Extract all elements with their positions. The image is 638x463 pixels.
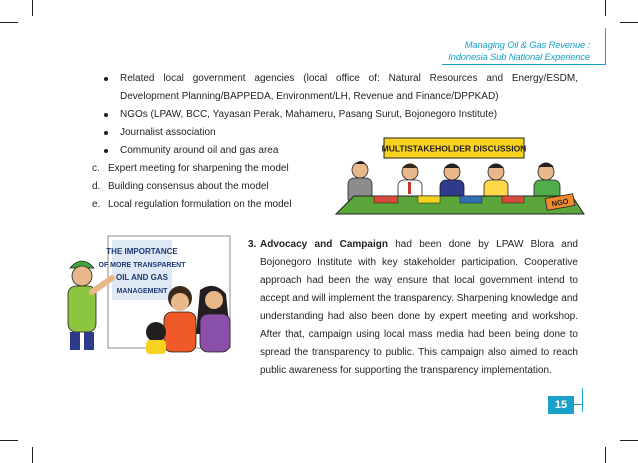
poster-line: MANAGEMENT [116, 288, 168, 295]
ngo-sign-label: NGO [550, 196, 570, 209]
list-text: Building consensus about the model [108, 181, 269, 192]
banner-label: MULTISTAKEHOLDER DISCUSSION [381, 143, 527, 154]
name-plate [460, 196, 482, 203]
transparency-poster-illustration [62, 228, 240, 354]
poster-line: OIL AND GAS [115, 273, 169, 282]
process-steps [92, 160, 332, 214]
poster-line: OF MORE TRANSPARENT [98, 262, 186, 269]
header-vertical-rule [605, 28, 606, 65]
page-number: 15 [548, 396, 574, 414]
list-letter: e. [92, 199, 101, 210]
crop-mark [620, 22, 638, 23]
list-item: Community around oil and gas area [100, 142, 578, 160]
list-item: Journalist association [100, 124, 578, 142]
crop-mark [605, 447, 606, 463]
header-line-1: Managing Oil & Gas Revenue : [464, 40, 590, 51]
name-plate [502, 196, 524, 203]
person [196, 286, 230, 352]
running-header [448, 40, 590, 64]
item-text: had been done by LPAW Blora and Bojonegoro Institute with key stakeholder participation. Cooperative approach had been the way ensure that local government intend to accept and will implement the transparency. Sharpening knowledge and understanding had also been done by expert meeting and workshop. After that, campaign using local mass media had been being done to spread the transparency to public. This campaign also aimed to reach public awareness for supporting the transparency implementation. [260, 239, 578, 376]
person [68, 261, 112, 350]
crop-mark [0, 440, 18, 441]
advocacy-section [248, 236, 578, 380]
item-number: 3. [248, 239, 257, 250]
crop-mark [0, 22, 18, 23]
crop-mark [32, 447, 33, 463]
list-item [92, 196, 332, 214]
list-item [92, 178, 332, 196]
list-item [92, 160, 332, 178]
list-item: NGOs (LPAW, BCC, Yayasan Perak, Mahameru, Pasang Surut, Bojonegoro Institute) [100, 106, 578, 124]
list-letter: c. [92, 163, 100, 174]
crop-mark [605, 0, 606, 16]
list-letter: d. [92, 181, 101, 192]
page-number-rule [574, 404, 582, 405]
item-paragraph [260, 236, 578, 380]
crop-mark [620, 440, 638, 441]
item-title: Advocacy and Campaign [260, 239, 388, 250]
crop-mark [32, 0, 33, 16]
list-text: Local regulation formulation on the model [108, 199, 292, 210]
list-item: Related local government agencies (local office of: Natural Resources and Energy/ESDM, Development Planning/BAPPEDA, Environment/LH, Revenue and Finance/DPPKAD) [100, 70, 578, 106]
header-rule [442, 64, 606, 65]
list-text: Expert meeting for sharpening the model [108, 163, 289, 174]
name-plate [374, 196, 398, 203]
page-number-vertical-rule [582, 388, 583, 412]
person [164, 286, 196, 352]
person [146, 322, 166, 354]
poster-line: THE IMPORTANCE [106, 247, 178, 256]
header-line-2: Indonesia Sub National Experience [448, 52, 590, 63]
multistakeholder-discussion-illustration [334, 136, 586, 220]
name-plate [418, 196, 440, 203]
